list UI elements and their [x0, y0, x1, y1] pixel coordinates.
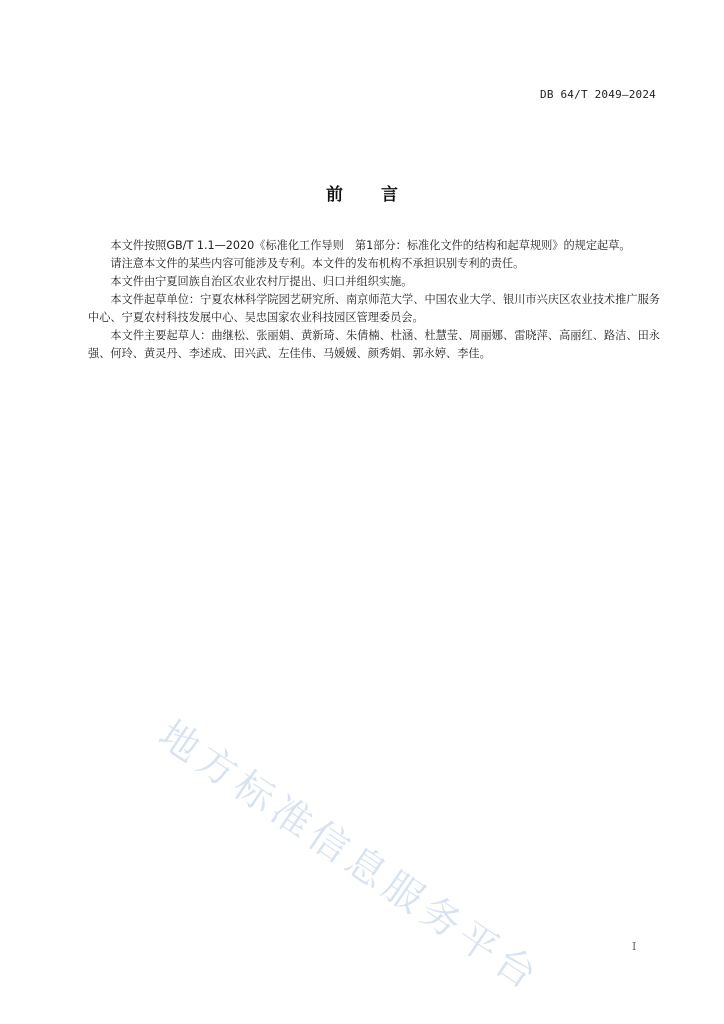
- document-number: DB 64/T 2049—2024: [540, 88, 656, 101]
- paragraph-drafting-basis: 本文件按照GB/T 1.1—2020《标准化工作导则 第1部分：标准化文件的结构和起草规则》的规定起草。: [110, 239, 631, 252]
- page-number: I: [632, 940, 637, 953]
- paragraph-proposer: 本文件由宁夏回族自治区农业农村厅提出、归口并组织实施。: [110, 275, 413, 288]
- paragraph-drafters: 本文件主要起草人：曲继松、张丽娟、黄新琦、朱倩楠、杜涵、杜慧莹、周丽娜、雷晓萍、高丽红、路洁、田永强、何玲、黄灵丹、李述成、田兴武、左佳伟、马媛媛、颜秀娟、郭永婷、李佳。: [88, 329, 660, 360]
- paragraph-drafting-units: 本文件起草单位：宁夏农林科学院园艺研究所、南京师范大学、中国农业大学、银川市兴庆区农业技术推广服务中心、宁夏农村科技发展中心、吴忠国家农业科技园区管理委员会。: [88, 293, 660, 324]
- section-title: 前言: [326, 185, 436, 205]
- watermark: 地方标准信息服务平台: [150, 712, 549, 1002]
- foreword-body: [88, 237, 660, 363]
- paragraph-patent-notice: 请注意本文件的某些内容可能涉及专利。本文件的发布机构不承担识别专利的责任。: [110, 257, 525, 270]
